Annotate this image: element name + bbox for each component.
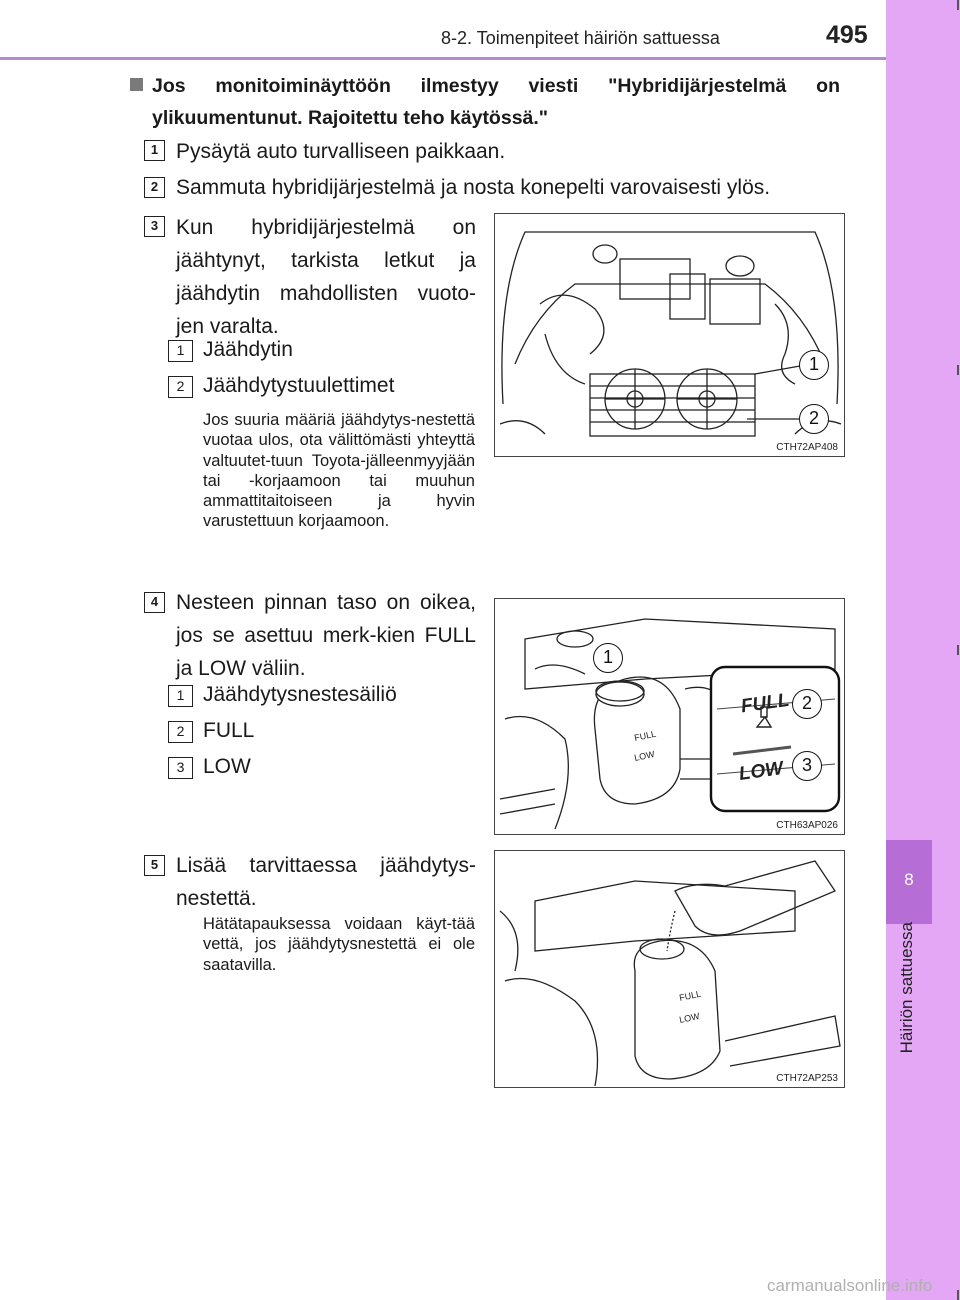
emergency-water-note: Hätätapauksessa voidaan käyt-tää vettä, jos jäähdytysnestettä ei ole saatavilla. (203, 915, 475, 974)
item-label-cooling-fans: Jäähdytystuulettimet (203, 374, 395, 397)
section-title: 8-2. Toimenpiteet häiriön sattuessa (441, 28, 720, 48)
svg-text:LOW: LOW (633, 748, 656, 763)
page-number: 495 (826, 21, 868, 49)
item-number: 1 (168, 340, 193, 362)
engine-bay-illustration (495, 214, 845, 457)
step-2-text: Sammuta hybridijärjestelmä ja nosta konepelti varovaisesti ylös. (176, 176, 771, 199)
engine-bay-figure (494, 213, 845, 457)
item-label-low: LOW (203, 755, 251, 778)
trim-mark (957, 1290, 959, 1300)
item-number: 2 (168, 721, 193, 743)
chapter-title-vertical (895, 922, 919, 1090)
section-heading: Jos monitoiminäyttöön ilmestyy viesti "Hybridijärjestelmä on ylikuumentunut. Rajoitettu teho käytössä." (152, 75, 840, 129)
step-number-5: 5 (144, 855, 165, 876)
step-3-text: Kun hybridijärjestelmä on jäähtynyt, tarkista letkut ja jäähdytin mahdollisten vuoto-jen varalta. (176, 216, 476, 338)
watermark: carmanualsonline.info (767, 1276, 933, 1295)
chapter-number: 8 (904, 870, 914, 889)
svg-text:FULL: FULL (678, 988, 702, 1003)
coolant-reservoir-figure (494, 598, 845, 835)
step-number-4: 4 (144, 592, 165, 613)
callout-2: 2 (799, 404, 829, 434)
heading-bullet-icon (130, 78, 143, 91)
step-number-2: 2 (144, 177, 165, 198)
callout-1: 1 (593, 643, 623, 673)
step-number-3: 3 (144, 216, 165, 237)
chapter-side-tab (886, 0, 960, 1300)
leak-warning-note: Jos suuria määriä jäähdytys-nestettä vuotaa ulos, ota välittömästi yhteyttä valtuutet-tuun Toyota-jälleenmyyjään tai -korjaamoon tai muuhun ammattitaitoiseen ja hyvin varustettuun korjaamoon. (203, 411, 475, 531)
step-number-1: 1 (144, 140, 165, 161)
low-mark-label: LOW (737, 758, 785, 785)
step-4-text: Nesteen pinnan taso on oikea, jos se asettuu merk-kien FULL ja LOW väliin. (176, 591, 476, 680)
step-5-text: Lisää tarvittaessa jäähdytys-nestettä. (176, 854, 476, 910)
chapter-title: Häiriön sattuessa (897, 922, 916, 1054)
figure-code: CTH63AP026 (776, 820, 838, 831)
item-number: 2 (168, 376, 193, 398)
full-mark-label: FULL (739, 689, 791, 718)
header-divider (0, 57, 886, 60)
fill-coolant-figure (494, 850, 845, 1088)
figure-code: CTH72AP253 (776, 1073, 838, 1084)
item-number: 3 (168, 757, 193, 779)
fill-coolant-illustration (495, 851, 845, 1088)
trim-mark (957, 645, 959, 655)
coolant-reservoir-illustration (495, 599, 845, 835)
item-label-radiator: Jäähdytin (203, 338, 293, 361)
callout-1: 1 (799, 350, 829, 380)
callout-2: 2 (792, 689, 822, 719)
figure-code: CTH72AP408 (776, 442, 838, 453)
svg-text:FULL: FULL (633, 728, 657, 743)
svg-text:LOW: LOW (678, 1010, 701, 1025)
trim-mark (957, 0, 959, 10)
item-number: 1 (168, 685, 193, 707)
item-label-full: FULL (203, 719, 255, 742)
item-label-coolant-reservoir: Jäähdytysnestesäiliö (203, 683, 397, 706)
step-1-text: Pysäytä auto turvalliseen paikkaan. (176, 140, 506, 163)
trim-mark (957, 365, 959, 375)
callout-3: 3 (792, 751, 822, 781)
